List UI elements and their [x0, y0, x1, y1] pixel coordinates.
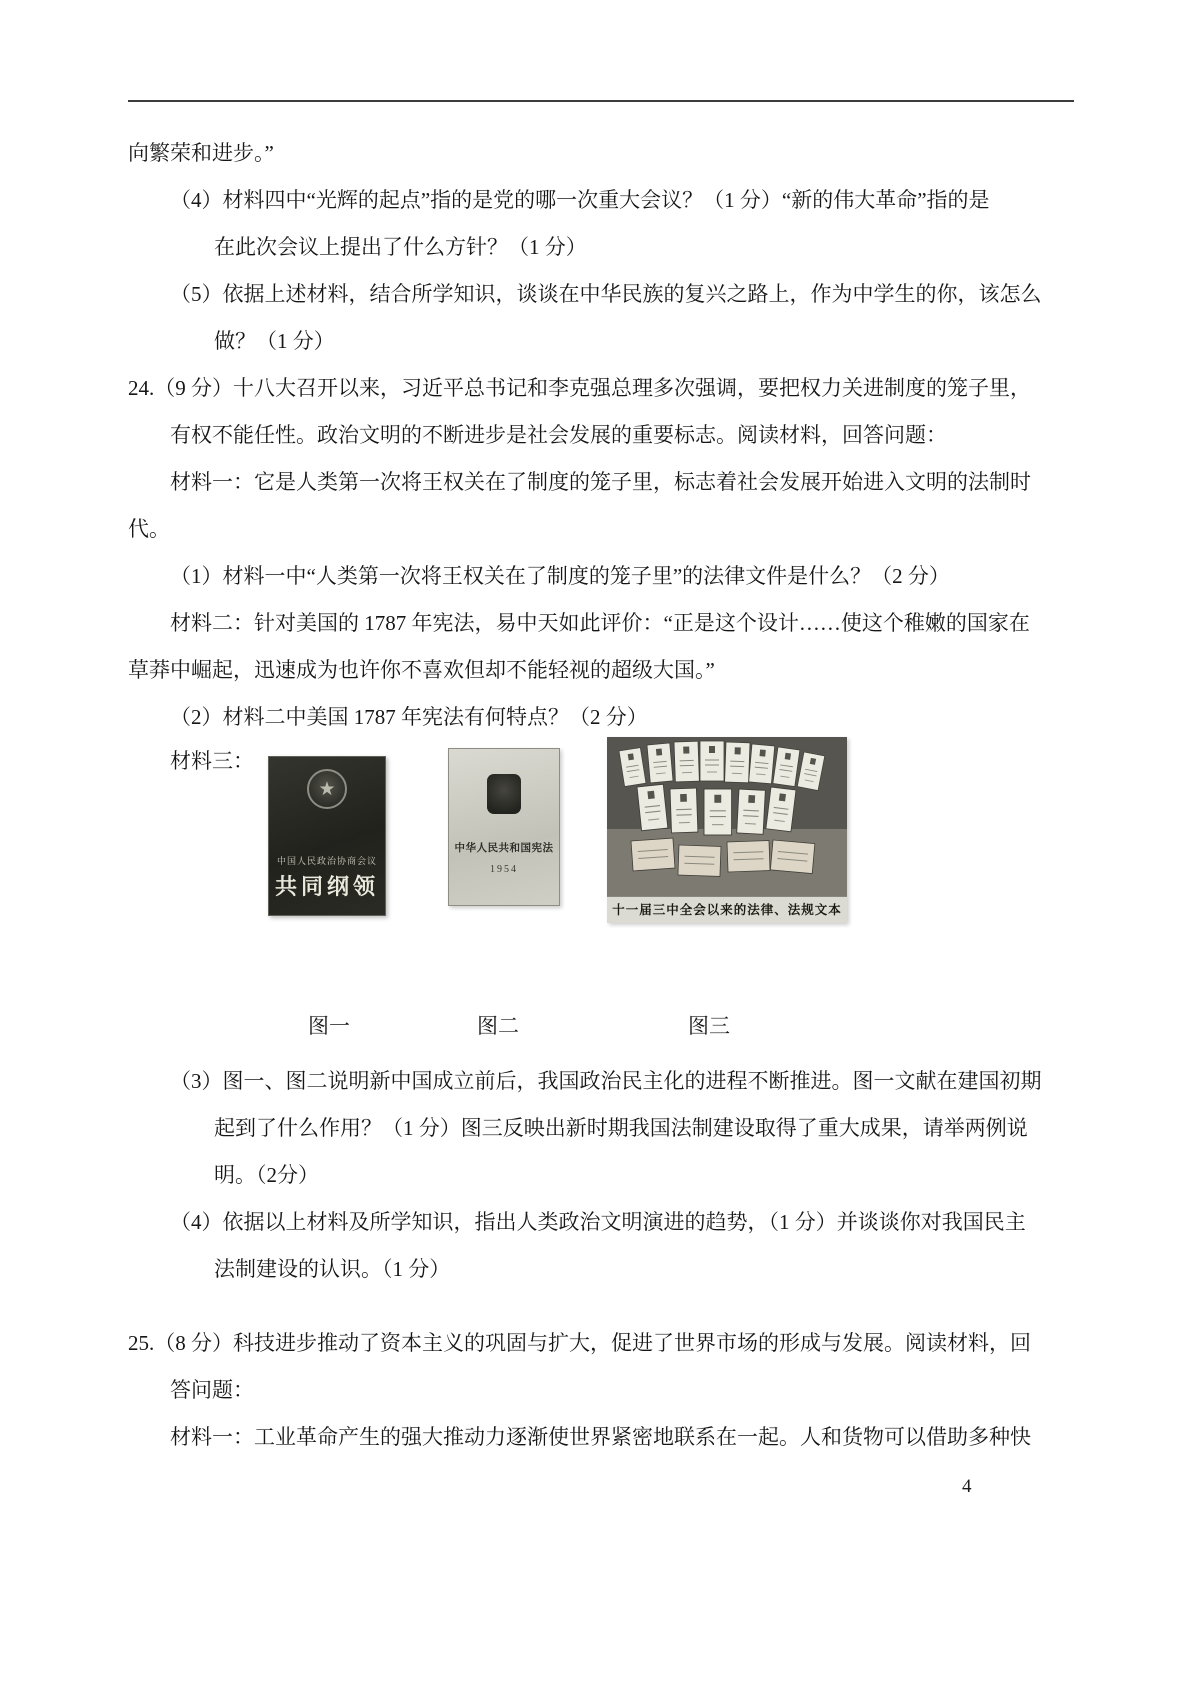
text-line: 代。: [128, 517, 170, 541]
text-line: 向繁荣和进步。”: [128, 141, 274, 165]
figure2-title-text: 中华人民共和国宪法: [454, 843, 554, 854]
text-line-material-1-q25: 材料一：工业革命产生的强大推动力逐渐使世界紧密地联系在一起。人和货物可以借助多种快: [170, 1425, 1031, 1449]
text-line-material-1: 材料一：它是人类第一次将王权关在了制度的笼子里，标志着社会发展开始进入文明的法制时: [170, 470, 1031, 494]
figure-1954-constitution-cover: [448, 748, 560, 906]
header-divider: [128, 100, 1074, 102]
figure-common-program-cover: [268, 756, 386, 916]
law-books-photo-image: [607, 737, 847, 896]
text-line: 在此次会议上提出了什么方针？（1 分）: [214, 235, 587, 259]
text-line: 法制建设的认识。（1 分）: [214, 1257, 451, 1281]
text-line-question-24-4: （4）依据以上材料及所学知识，指出人类政治文明演进的趋势，（1 分）并谈谈你对我国民主: [170, 1210, 1026, 1234]
page-number: 4: [962, 1476, 972, 1497]
figure1-org-text: 中国人民政治协商会议: [276, 856, 377, 866]
national-emblem-icon: [487, 774, 521, 814]
national-emblem-icon: ★: [307, 769, 347, 809]
text-line: 做？（1 分）: [214, 329, 335, 353]
text-line-question-24: 24.（9 分）十八大召开以来，习近平总书记和李克强总理多次强调，要把权力关进制度的笼子里，: [128, 376, 1031, 400]
text-line-question-24-2: （2）材料二中美国 1787 年宪法有何特点？（2 分）: [170, 705, 648, 729]
text-line-question-24-3: （3）图一、图二说明新中国成立前后，我国政治民主化的进程不断推进。图一文献在建国初期: [170, 1069, 1042, 1093]
text-line-question-4: （4）材料四中“光辉的起点”指的是党的哪一次重大会议？（1 分）“新的伟大革命”指的是: [170, 188, 990, 212]
figure2-year-text: 1954: [490, 864, 518, 875]
text-line: 起到了什么作用？（1 分）图三反映出新时期我国法制建设取得了重大成果，请举两例说: [214, 1116, 1028, 1140]
text-line: 答问题：: [170, 1378, 254, 1402]
text-line: 明。（2分）: [214, 1163, 319, 1187]
text-line: 有权不能任性。政治文明的不断进步是社会发展的重要标志。阅读材料，回答问题：: [170, 423, 947, 447]
figure-law-books-photo: [607, 737, 847, 923]
figure1-title-text: 共同纲领: [274, 874, 379, 899]
text-line-material-2: 材料二：针对美国的 1787 年宪法，易中天如此评价：“正是这个设计……使这个稚嫩的国家在: [170, 611, 1030, 635]
text-line-material-3: 材料三：: [170, 749, 254, 773]
figure-label-2: 图二: [477, 1014, 519, 1038]
text-line-question-5: （5）依据上述材料，结合所学知识，谈谈在中华民族的复兴之路上，作为中学生的你，该怎么: [170, 282, 1042, 306]
text-line-question-25: 25.（8 分）科技进步推动了资本主义的巩固与扩大，促进了世界市场的形成与发展。阅读材料，回: [128, 1331, 1031, 1355]
text-line: 草莽中崛起，迅速成为也许你不喜欢但却不能轻视的超级大国。”: [128, 658, 715, 682]
figure-label-3: 图三: [688, 1014, 730, 1038]
text-line-question-24-1: （1）材料一中“人类第一次将王权关在了制度的笼子里”的法律文件是什么？（2 分）: [170, 564, 950, 588]
figure-label-1: 图一: [308, 1014, 350, 1038]
figure3-caption-text: 十一届三中全会以来的法律、法规文本: [607, 896, 847, 923]
